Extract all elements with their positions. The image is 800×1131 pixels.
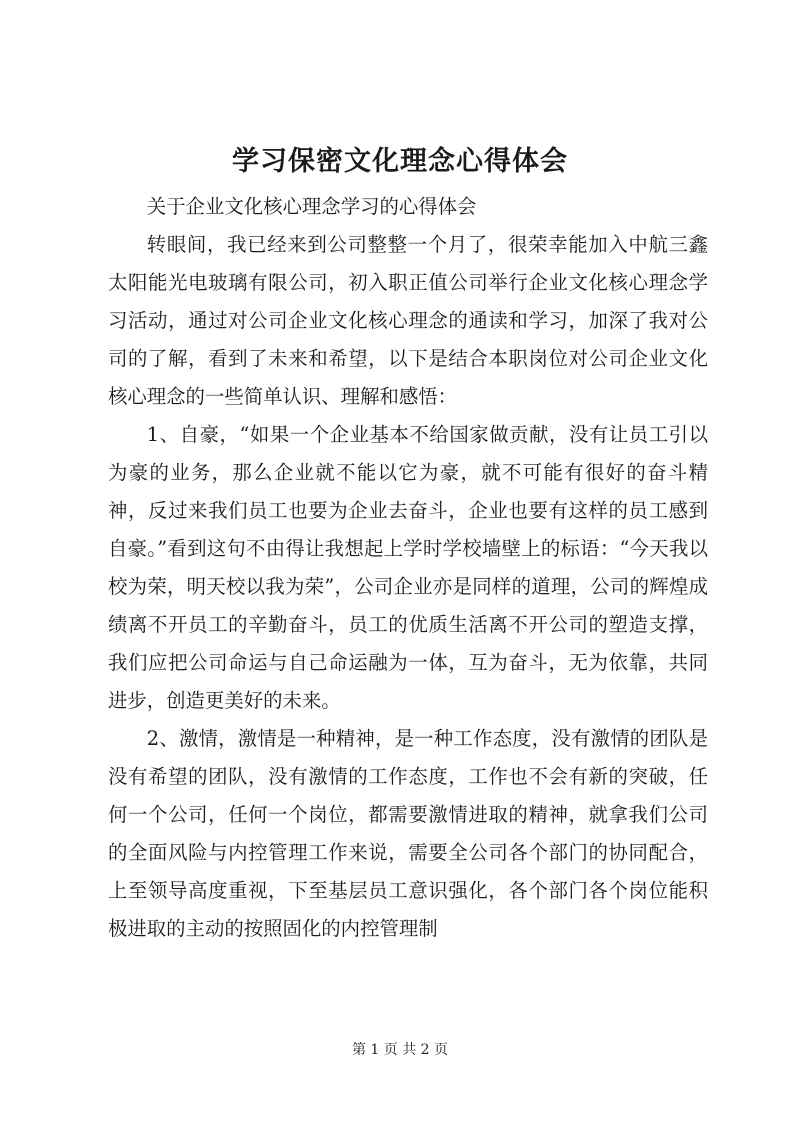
paragraph-passion: 2、激情，激情是一种精神，是一种工作态度，没有激情的团队是没有希望的团队，没有激情的工作态度，工作也不会有新的突破，任何一个公司，任何一个岗位，都需要激情进取的精神，就拿我们公司的全面风险与内控管理工作来说，需要全公司各个部门的协同配合，上至领导高度重视，下至基层员工意识强化，各个部门各个岗位能积极进取的主动的按照固化的内控管理制 (108, 727, 708, 940)
document-body (108, 188, 708, 948)
document-title: 学习保密文化理念心得体会 (232, 146, 568, 177)
paragraph-subtitle: 关于企业文化核心理念学习的心得体会 (146, 195, 477, 218)
page-footer: 第 1 页 共 2 页 (351, 1042, 449, 1058)
paragraph-pride: 1、自豪，“如果一个企业基本不给国家做贡献，没有让员工引以为豪的业务，那么企业就不能以它为豪，就不可能有很好的奋斗精神，反过来我们员工也要为企业去奋斗，企业也要有这样的员工感到自豪。”看到这句不由得让我想起上学时学校墙壁上的标语：“今天我以校为荣，明天校以我为荣”，公司企业亦是同样的道理，公司的辉煌成绩离不开员工的辛勤奋斗，员工的优质生活离不开公司的塑造支撑，我们应把公司命运与自己命运融为一体，互为奋斗，无为依靠，共同进步，创造更美好的未来。 (108, 423, 708, 712)
paragraph-intro: 转眼间，我已经来到公司整整一个月了，很荣幸能加入中航三鑫太阳能光电玻璃有限公司，初入职正值公司举行企业文化核心理念学习活动，通过对公司企业文化核心理念的通读和学习，加深了我对公司的了解，看到了未来和希望，以下是结合本职岗位对公司企业文化核心理念的一些简单认识、理解和感悟： (108, 233, 708, 408)
